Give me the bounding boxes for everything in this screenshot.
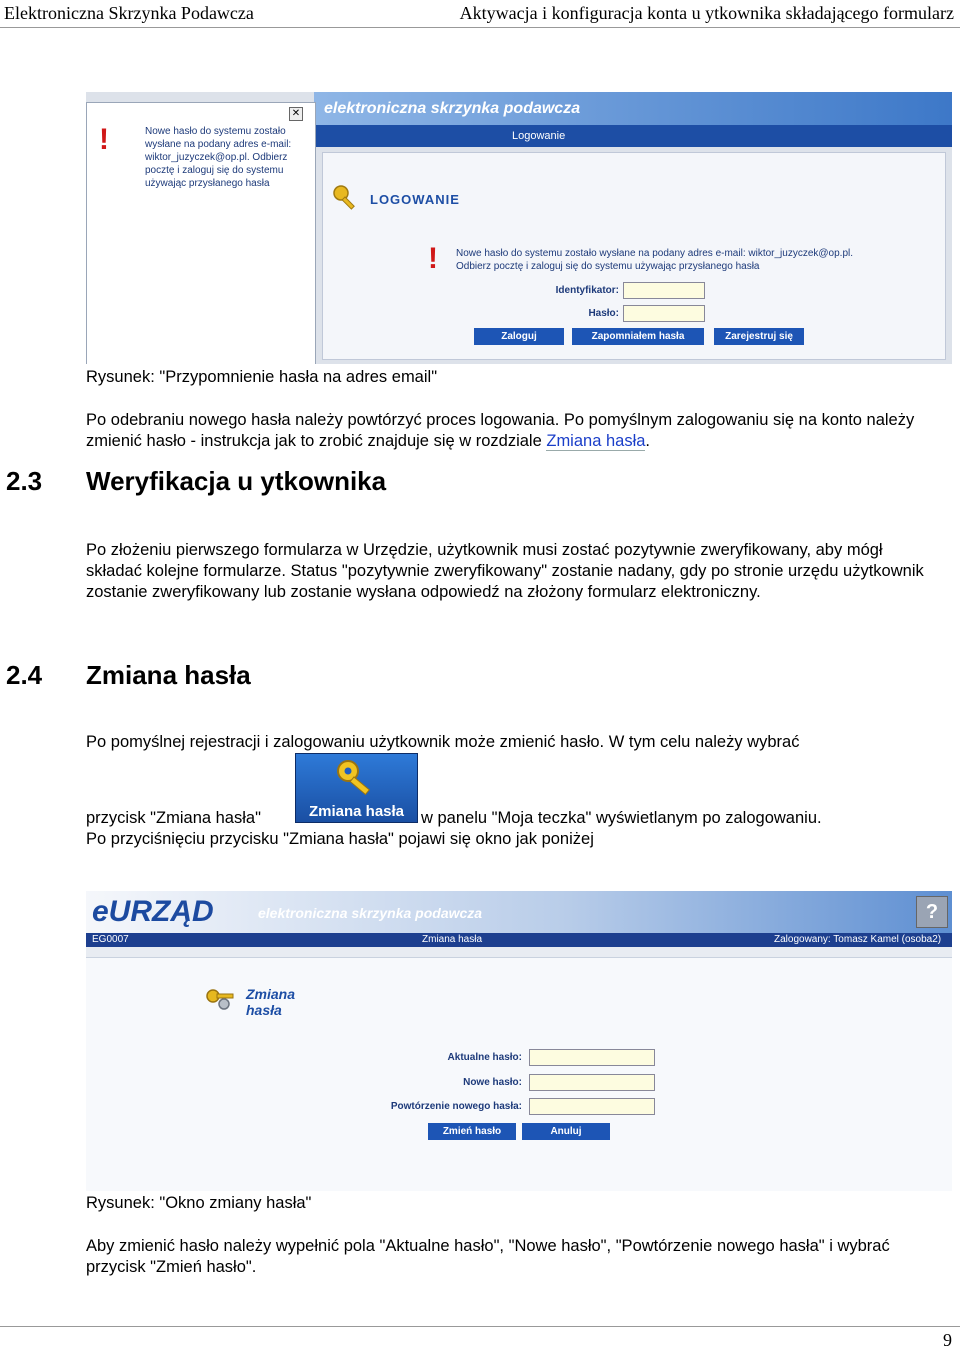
- nav-logowanie[interactable]: Logowanie: [512, 130, 566, 142]
- status-code: EG0007: [92, 934, 129, 945]
- paragraph-1: [86, 410, 936, 452]
- key-icon: [332, 184, 360, 212]
- paragraph-3-line-3: Po przyciśnięciu przycisku "Zmiana hasła" pojawi się okno jak poniżej: [86, 830, 594, 848]
- header-left: Elektroniczna Skrzynka Podawcza: [4, 3, 254, 23]
- status-bar: [86, 933, 952, 947]
- caption-1: Rysunek: "Przypomnienie hasła na adres email": [86, 368, 438, 386]
- change-password-button[interactable]: Zmień hasło: [428, 1123, 516, 1140]
- keys-icon: [204, 986, 238, 1014]
- cancel-button[interactable]: Anuluj: [522, 1123, 610, 1140]
- app-banner: [314, 92, 952, 125]
- paragraph-3-line-1: Po pomyślnej rejestracji i zalogowaniu użytkownik może zmienić hasło. W tym celu należy wybrać: [86, 733, 800, 751]
- notice-line-1: Nowe hasło do systemu zostało wysłane na podany adres e-mail: wiktor_juzyczek@op.pl.: [456, 248, 854, 259]
- section-2-3-title: Weryfikacja u ytkownika: [86, 466, 387, 496]
- banner-title: elektroniczna skrzynka podawcza: [324, 100, 581, 117]
- app-header: [86, 891, 952, 933]
- register-button[interactable]: Zarejestruj się: [714, 328, 804, 345]
- section-2-3-heading: [6, 466, 906, 498]
- notice-line-2: Odbierz pocztę i zaloguj się do systemu używając przysłanego hasła: [456, 261, 760, 272]
- eurzad-logo: eURZĄD: [92, 895, 214, 928]
- new-password-input[interactable]: [529, 1074, 655, 1091]
- identifier-input[interactable]: [623, 282, 705, 299]
- reminder-popup: [86, 102, 316, 364]
- repeat-password-label: Powtórzenie nowego hasła:: [390, 1101, 522, 1112]
- repeat-password-input[interactable]: [529, 1098, 655, 1115]
- panel-title-line-2: hasła: [246, 1002, 282, 1018]
- login-button[interactable]: Zaloguj: [474, 328, 564, 345]
- paragraph-3-after-icon: w panelu "Moja teczka" wyświetlanym po zalogowaniu.: [421, 809, 822, 827]
- identifier-label: Identyfikator:: [555, 285, 619, 296]
- caption-2: Rysunek: "Okno zmiany hasła": [86, 1194, 312, 1212]
- current-password-input[interactable]: [529, 1049, 655, 1066]
- password-input[interactable]: [623, 305, 705, 322]
- close-icon[interactable]: ✕: [289, 107, 303, 121]
- password-label: Hasło:: [588, 308, 619, 319]
- header-right: Aktywacja i konfiguracja konta u ytkownika składającego formularz: [459, 3, 954, 23]
- paragraph-1-text: Po odebraniu nowego hasła należy powtórzyć proces logowania. Po pomyślnym zalogowaniu się na konto należy zmienić hasło - instrukcja jak to zrobić znajduje się w rozdziale: [86, 411, 915, 450]
- section-2-3-number: 2.3: [6, 466, 43, 496]
- status-user: Zalogowany: Tomasz Kamel (osoba2): [774, 934, 942, 945]
- paragraph-4: Aby zmienić hasło należy wypełnić pola "Aktualne hasło", "Nowe hasło", "Powtórzenie nowego hasła" i wybrać przycisk "Zmień hasło".: [86, 1237, 890, 1276]
- paragraph-2: Po złożeniu pierwszego formularza w Urzędzie, użytkownik musi zostać pozytywnie zweryfikowany, aby mógł składać kolejne formularze. Status "pozytywnie zweryfikowany" zostanie nadany, gdy po stronie urzędu użytkownik zostanie zweryfikowany lub zostanie wysłana odpowiedź na złożony formularz elektroniczny.: [86, 541, 924, 601]
- warning-icon: !: [428, 242, 438, 275]
- key-icon: [334, 757, 378, 797]
- popup-warning-icon: !: [99, 123, 109, 156]
- new-password-label: Nowe hasło:: [463, 1077, 522, 1088]
- change-password-screenshot: [86, 891, 952, 1191]
- zmiana-hasla-button-image: [295, 753, 418, 823]
- paragraph-3-before-icon: przycisk "Zmiana hasła": [86, 809, 261, 827]
- section-2-4-number: 2.4: [6, 660, 43, 690]
- panel-title-line-1: Zmiana: [246, 986, 296, 1002]
- status-title: Zmiana hasła: [422, 934, 483, 945]
- page-number: 9: [943, 1330, 952, 1350]
- panel-title: [246, 986, 295, 1018]
- logowanie-title: LOGOWANIE: [370, 192, 460, 207]
- reset-notice: [456, 247, 853, 273]
- help-icon[interactable]: ?: [916, 896, 948, 928]
- zmiana-hasla-button-label: Zmiana hasła: [308, 803, 405, 820]
- section-2-4-title: Zmiana hasła: [86, 660, 251, 690]
- app-tagline: elektroniczna skrzynka podawcza: [258, 905, 483, 921]
- popup-message: Nowe hasło do systemu zostało wysłane na podany adres e-mail: wiktor_juzyczek@op.pl. Odbierz pocztę i zaloguj się do systemu używając przysłanego hasła: [145, 126, 292, 189]
- link-zmiana-hasla[interactable]: Zmiana hasła: [546, 432, 646, 450]
- login-screenshot: [86, 92, 952, 364]
- header-rule: [0, 27, 960, 28]
- current-password-label: Aktualne hasło:: [447, 1052, 522, 1063]
- nav-bar: [314, 125, 952, 147]
- section-2-4-heading: [6, 660, 906, 692]
- paragraph-1-end: .: [645, 432, 651, 450]
- forgot-password-button[interactable]: Zapomniałem hasła: [572, 328, 704, 345]
- footer-rule: [0, 1326, 960, 1327]
